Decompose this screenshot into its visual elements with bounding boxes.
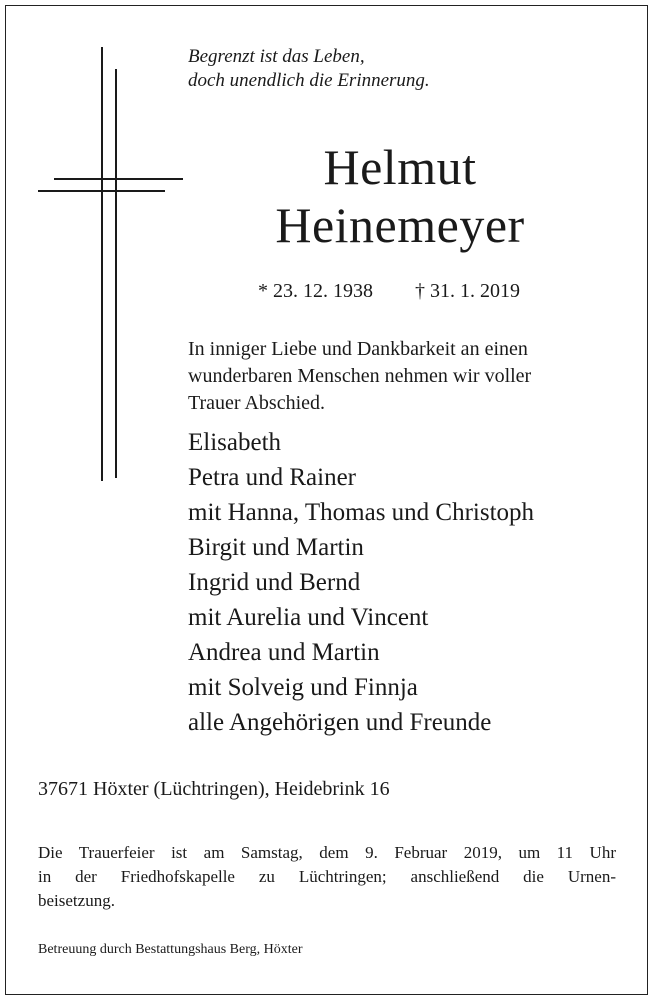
intro-line: Trauer Abschied.: [188, 392, 326, 414]
mourner-entry: Andrea und Martin: [188, 639, 380, 666]
intro-line: wunderbaren Menschen nehmen wir voller: [188, 365, 532, 387]
mourner-entry: Birgit und Martin: [188, 534, 364, 561]
funeral-line: Die Trauerfeier ist am Samstag, dem 9. Februar 2019, um 11 Uhr: [38, 843, 616, 862]
funeral-line: beisetzung.: [38, 891, 115, 910]
motto-line-1: Begrenzt ist das Leben,: [188, 46, 365, 67]
cross-vertical-bar-2: [115, 69, 117, 478]
motto-line-2: doch unendlich die Erinnerung.: [188, 70, 430, 91]
mourner-entry: mit Hanna, Thomas und Christoph: [188, 499, 535, 526]
birth-date: * 23. 12. 1938: [258, 280, 373, 302]
undertaker-credit: Betreuung durch Bestattungshaus Berg, Höxter: [38, 942, 303, 957]
cross-horizontal-bar-2: [38, 190, 165, 192]
life-dates: [258, 278, 520, 304]
funeral-notice: [38, 841, 616, 913]
cross-horizontal-bar-1: [54, 178, 183, 180]
mourner-entry: Ingrid und Bernd: [188, 569, 361, 596]
funeral-line: in der Friedhofskapelle zu Lüchtringen; anschließend die Urnen-: [38, 867, 616, 886]
family-address: 37671 Höxter (Lüchtringen), Heidebrink 16: [38, 778, 390, 800]
motto: [188, 45, 430, 93]
intro-line: In inniger Liebe und Dankbarkeit an einen: [188, 338, 528, 360]
last-name: Heinemeyer: [275, 197, 525, 253]
mourner-entry: Elisabeth: [188, 429, 282, 456]
mourner-entry: Petra und Rainer: [188, 464, 357, 491]
intro-text: [188, 336, 628, 417]
first-name: Helmut: [323, 139, 477, 195]
deceased-name: [200, 138, 600, 254]
cross-vertical-bar-1: [101, 47, 103, 481]
mourner-entry: alle Angehörigen und Freunde: [188, 709, 492, 736]
mourners-list: [188, 425, 534, 740]
mourner-entry: mit Aurelia und Vincent: [188, 604, 429, 631]
death-date: † 31. 1. 2019: [415, 280, 520, 302]
mourner-entry: mit Solveig und Finnja: [188, 674, 418, 701]
